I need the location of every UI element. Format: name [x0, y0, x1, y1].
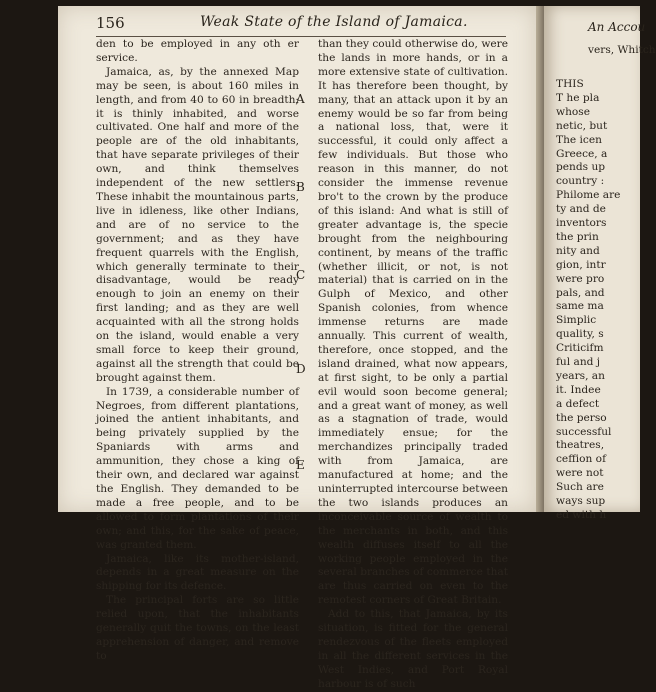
paragraph: The principal forts are so little relied upon, that the inhabitants generally quit the towns, on the least apprehension of danger, and remove to: [96, 594, 299, 662]
right-page-line: Such are: [556, 481, 604, 494]
margin-marker: E: [296, 458, 305, 472]
paragraph: Add to this, that Jamaica, by its situation, is fitted for the general rendezvous of the fleets employed in all the different services in the West Indies, and Port Royal harbour is of such: [318, 608, 508, 690]
right-page-line: same ma: [556, 300, 604, 313]
right-page-line: were pro: [556, 272, 605, 285]
page-number: 156: [96, 14, 125, 32]
paragraph: Jamaica, like its mother-island, depends in a great measure on the shipping for its defence.: [96, 552, 299, 593]
right-page-line: THIS: [556, 78, 584, 90]
paragraph: den to be employed in any oth er service.: [96, 38, 299, 64]
right-page-line: the prin: [556, 230, 599, 243]
right-page-line: were not: [556, 467, 604, 480]
right-page-line: Simplic: [556, 314, 597, 327]
right-page-line: ceffion of: [556, 453, 606, 466]
right-page-line: Criticifm: [556, 342, 604, 355]
margin-marker: C: [296, 268, 306, 282]
book-gutter: [536, 6, 544, 512]
margin-marker: B: [296, 180, 305, 194]
right-page-line: netic, but: [556, 119, 608, 132]
right-page-line: ways sup: [556, 495, 606, 507]
right-page-subheader: vers, Whitch: [588, 44, 656, 56]
margin-marker: A: [296, 92, 305, 106]
text-column-left: [96, 38, 299, 664]
running-title: Weak State of the Island of Jamaica.: [200, 14, 468, 30]
right-page-line: successful: [556, 425, 612, 438]
right-page-line: nity and: [556, 244, 600, 257]
right-page-line: pends up: [556, 161, 606, 174]
header-rule: [96, 36, 506, 37]
right-page-line: ful and j: [556, 356, 601, 368]
right-page-line: Greece, a: [556, 147, 608, 160]
paragraph: Jamaica, as, by the annexed Map may be seen, is about 160 miles in length, and from 40 to 60 in breadth; it is thinly inhabited, and worse cultivated. One half and more of the people are of the old inhabitants, that have separate privileges of their own, and think themselves independent of the new settlers. These inhabit the mountainous parts, live in idleness, like other Indians, and are of no service to the government; and as they have frequent quarrels with the English, which generally terminate to their disadvantage, would be ready enough to join an enemy on their first landing; and as they are well acquainted with all the strong holds on the island, would enable a very small force to keep their ground, against all the strength that could be brought against them.: [96, 65, 299, 384]
right-page-line: T he pla: [556, 91, 600, 104]
right-page-line: theatres,: [556, 439, 605, 452]
right-page-line: whose: [556, 105, 590, 118]
right-page-line: Philome are: [556, 189, 621, 202]
right-page-line: it. Indee: [556, 383, 601, 396]
right-page-header: An Accou: [588, 20, 646, 34]
margin-marker: D: [296, 362, 306, 376]
right-page-line: quality, s: [556, 328, 604, 341]
right-page-line: pals, and: [556, 286, 605, 299]
right-page-line: years, an: [556, 369, 605, 382]
right-page-line: ty and de: [556, 203, 606, 216]
right-page-line: gion, intr: [556, 258, 606, 271]
paragraph: than they could otherwise do, were the lands in more hands, or in a more extensive state of cultivation. It has therefore been thought, by many, that an attack upon it by an enemy would be so far from being a national loss, that, were it successful, it could only affect a few individuals. But those who reason in this manner, do not consider the immense revenue bro't to the crown by the produce of this island: And what is still of greater advantage is, the specie brought from the neighbouring continent, by means of the traffic (whether illicit, or not, is not material) that is carried on in the Gulph of Mexico, and other Spanish colonies, from whence immense returns are made annually. This current of wealth, therefore, once stopped, and the island drained, what now appears, at first sight, to be only a partial evil would soon become general; and a great want of money, as well as a stagnation of trade, would immediately ensue; for the merchandizes principally traded with from Jamaica, are manufactured at home; and the uninterrupted intercourse between the two islands produces an inconceivable source of wealth to the merchants in both, and this wealth diffuses itself to all the working people employed in the several branches of commerce that are thus carried on even to the remotest corners of Great Britain.: [318, 38, 508, 607]
right-page-line: inventors: [556, 217, 607, 229]
right-page-line: country :: [556, 175, 605, 188]
paragraph: In 1739, a considerable number of Negroes, from different plantations, joined the antient inhabitants, and being privately supplied by the Spaniards with arms and ammunition, they chose a king of their own, and declared war against the English. They demanded to be made a free people, and to be allowed to form plantations of their own; and this, for the sake of peace, was granted them.: [96, 385, 299, 551]
right-page-line: The icen: [556, 133, 602, 146]
text-column-right: [318, 38, 508, 692]
right-page-line: ed with h: [556, 508, 607, 521]
right-page-line: the perso: [556, 411, 607, 424]
right-page: [544, 6, 656, 521]
right-page-line: a defect: [556, 397, 600, 410]
